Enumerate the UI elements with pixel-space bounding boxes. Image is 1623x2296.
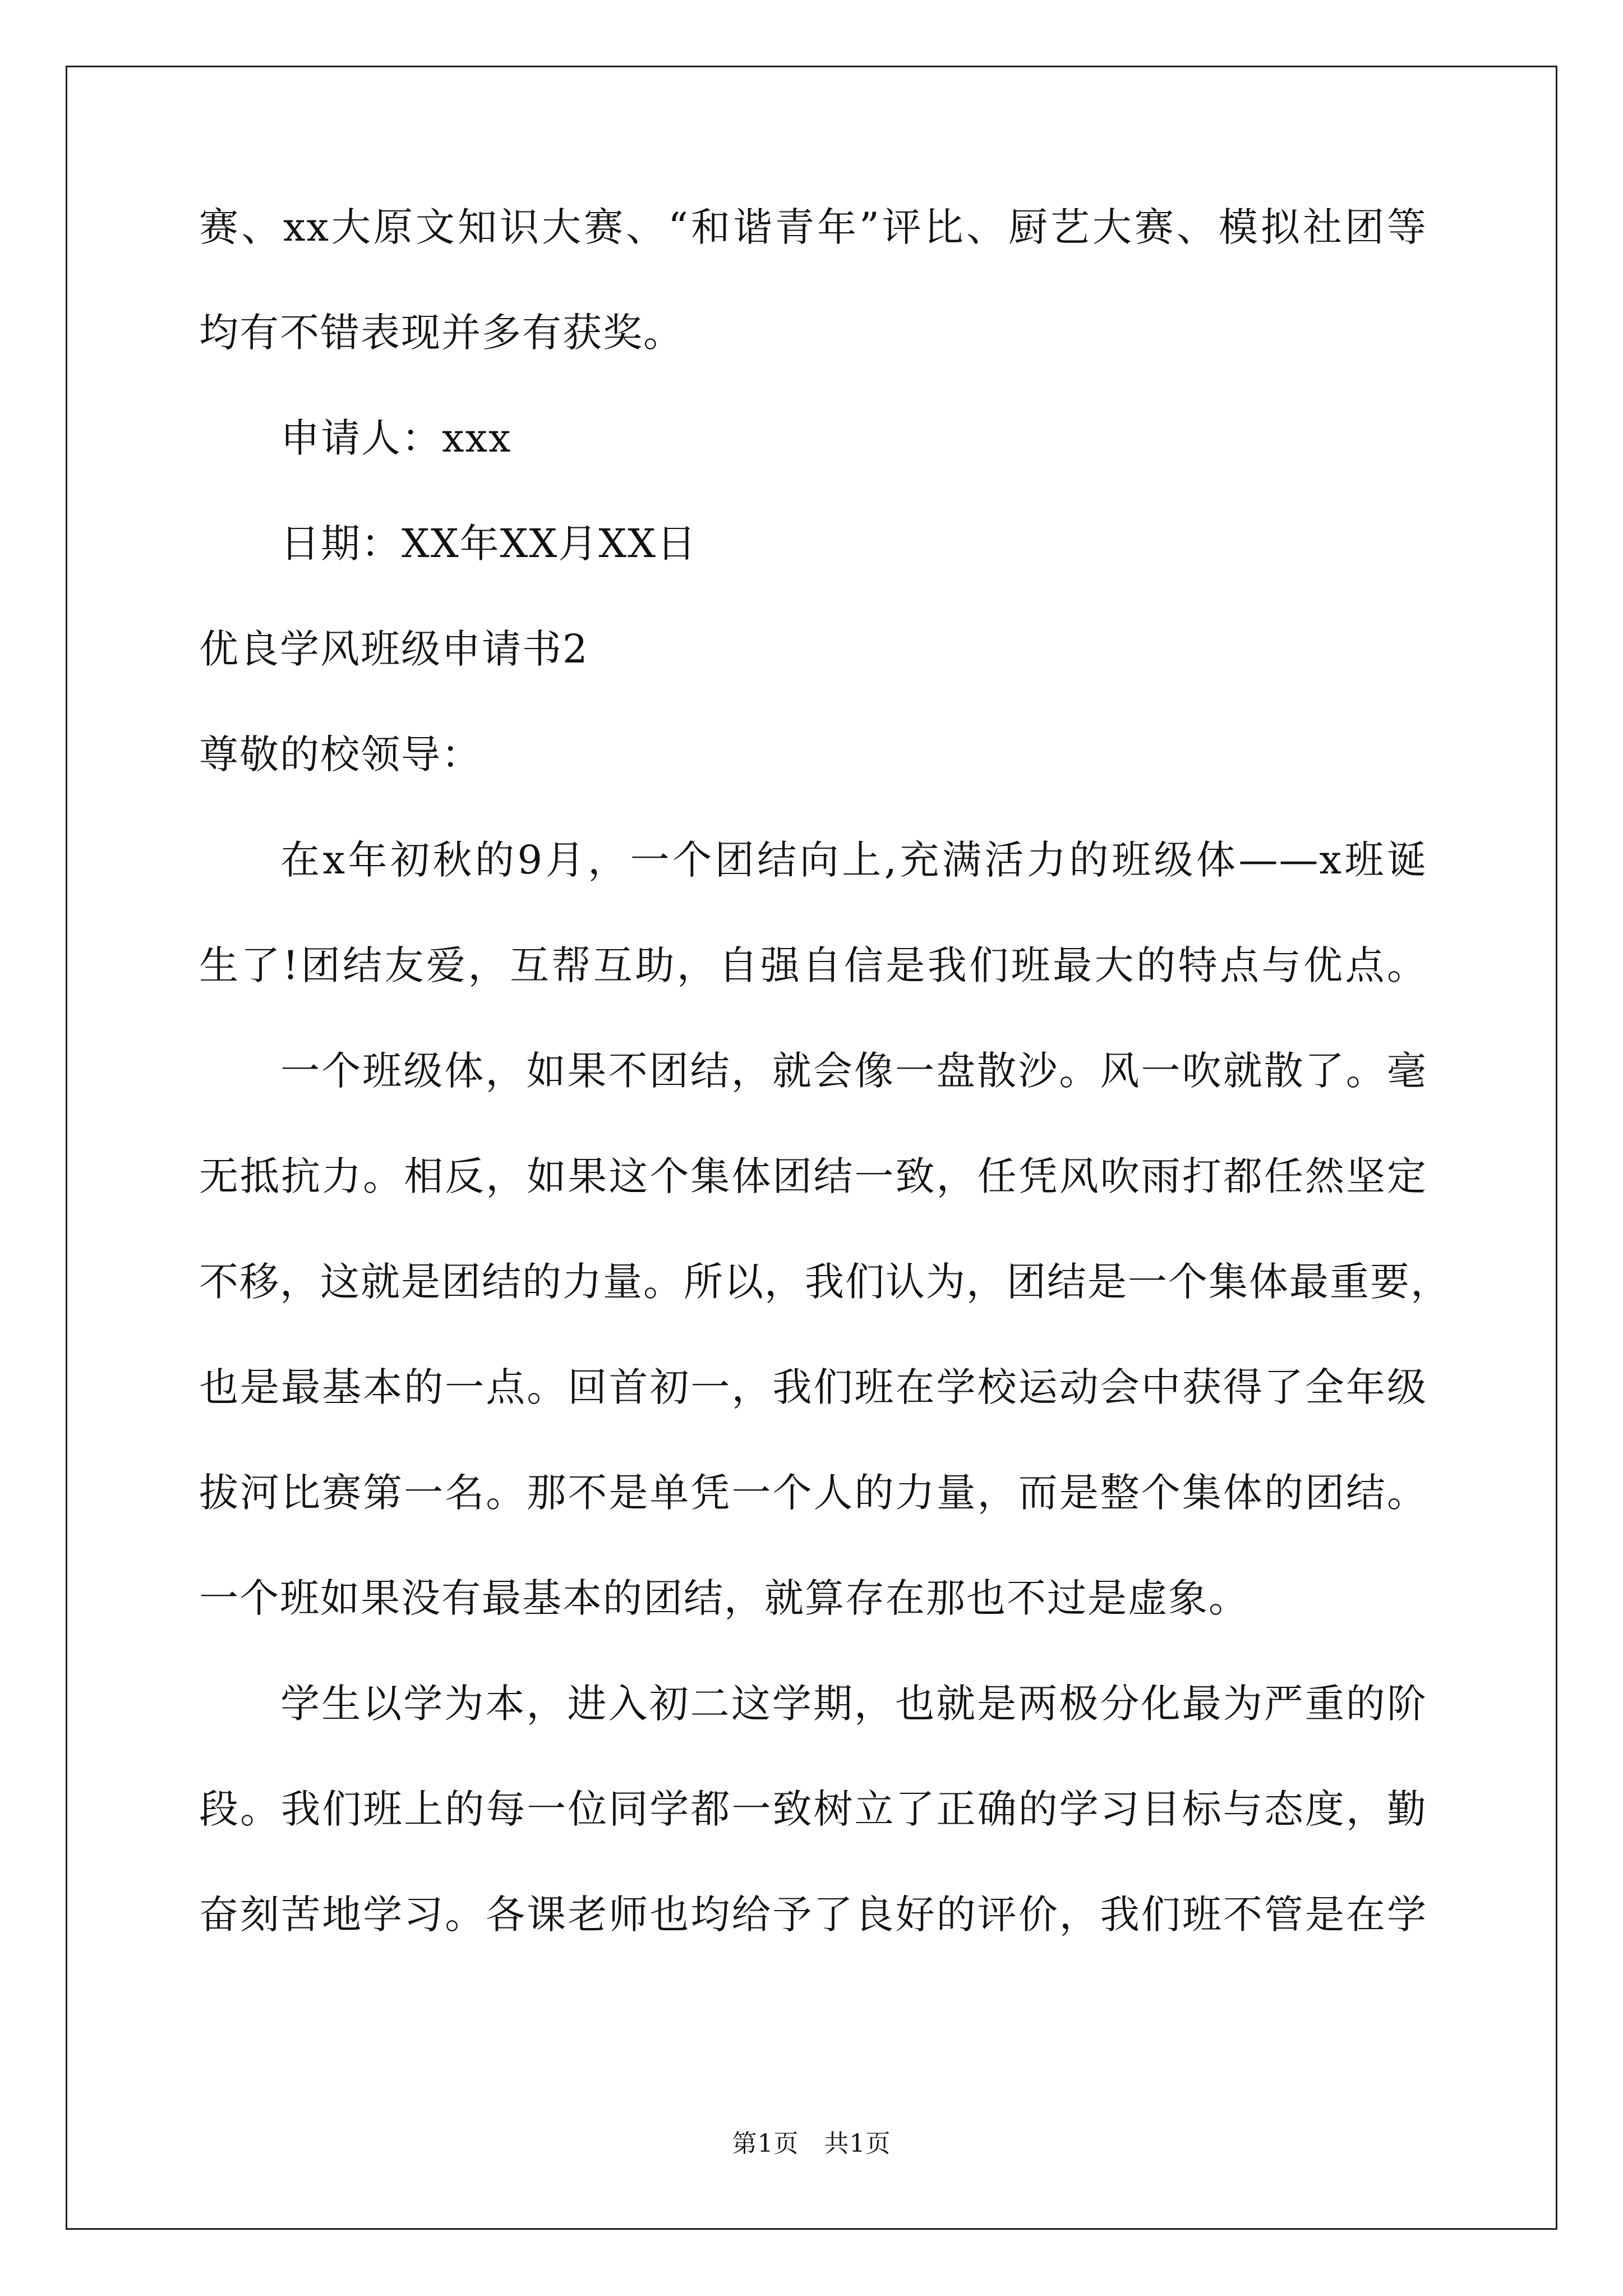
text-line: 学生以学为本，进入初二这学期，也就是两极分化最为严重的阶 bbox=[280, 1681, 1427, 1727]
document-body bbox=[199, 204, 1451, 2000]
text-line: 拔河比赛第一名。那不是单凭一个人的力量，而是整个集体的团结。 bbox=[199, 1470, 1427, 1516]
text-line: 一个班级体，如果不团结，就会像一盘散沙。风一吹就散了。毫 bbox=[280, 1048, 1427, 1094]
text-line: 在x年初秋的9月，一个团结向上,充满活力的班级体——x班诞 bbox=[280, 837, 1427, 883]
text-line: 奋刻苦地学习。各课老师也均给予了良好的评价，我们班不管是在学 bbox=[199, 1892, 1427, 1938]
text-line: 赛、xx大原文知识大赛、“和谐青年”评比、厨艺大赛、模拟社团等 bbox=[199, 204, 1427, 250]
text-line: 生了!团结友爱，互帮互助，自强自信是我们班最大的特点与优点。 bbox=[199, 942, 1427, 988]
text-line: 无抵抗力。相反，如果这个集体团结一致，任凭风吹雨打都任然坚定 bbox=[199, 1153, 1427, 1199]
text-line: 均有不错表现并多有获奖。 bbox=[199, 310, 684, 356]
section-title: 优良学风班级申请书2 bbox=[199, 626, 589, 672]
text-line: 一个班如果没有最基本的团结，就算存在那也不过是虚象。 bbox=[199, 1575, 1249, 1621]
text-line: 不移，这就是团结的力量。所以，我们认为，团结是一个集体最重要， bbox=[199, 1259, 1451, 1305]
page-footer: 第1页 共1页 bbox=[732, 2129, 891, 2158]
text-line: 也是最基本的一点。回首初一，我们班在学校运动会中获得了全年级 bbox=[199, 1364, 1427, 1410]
date-line: 日期：XX年XX月XX日 bbox=[280, 521, 698, 567]
text-line: 段。我们班上的每一位同学都一致树立了正确的学习目标与态度，勤 bbox=[199, 1786, 1427, 1832]
salutation: 尊敬的校领导： bbox=[199, 731, 482, 777]
applicant-line: 申请人：xxx bbox=[280, 415, 512, 461]
